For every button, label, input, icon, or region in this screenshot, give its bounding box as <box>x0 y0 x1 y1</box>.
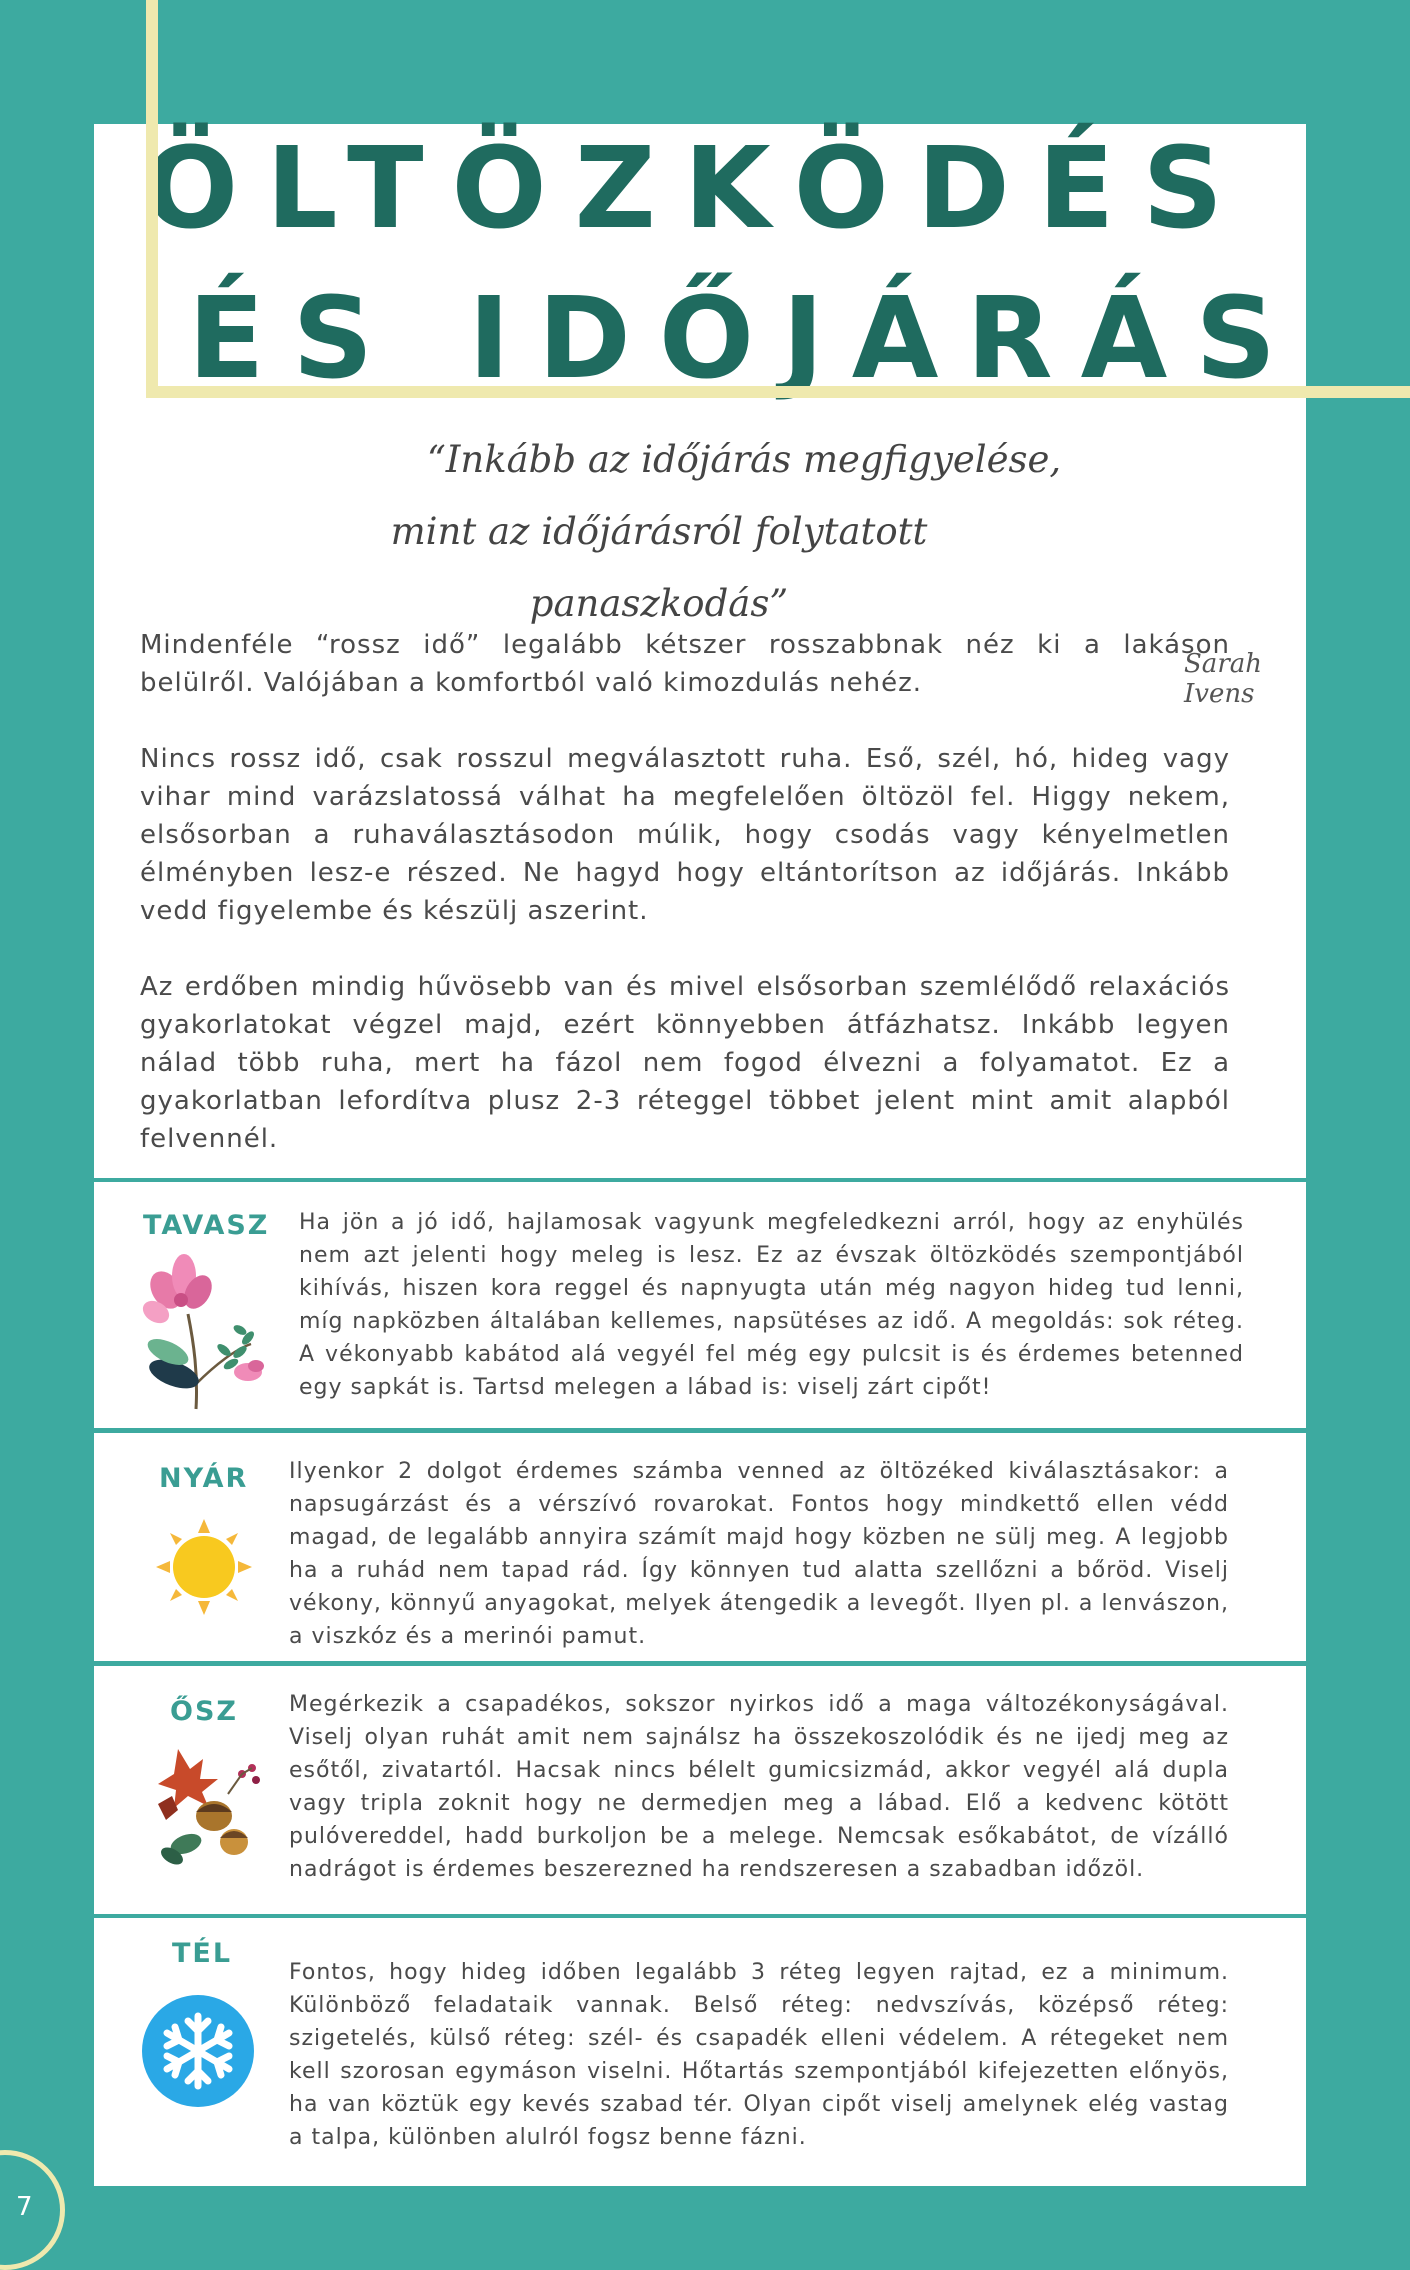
season-autumn-text: Megérkezik a csapadékos, sokszor nyirkos idő a maga változékonyságával. Viselj olyan ruhát amit nem sajnálsz ha összekoszolódik és ne ijedj meg az esőtől, zivatartól. Hacsak nincs bélelt gumicsizmád, akkor vegyél alá dupla vagy tripla zoknit hogy ne dermedjen meg a lábad. Elő a kedvenc kötött pulóvereddel, hadd burkoljon be a melege. Nemcsak esőkabátot, de vízálló nadrágot is érdemes beszerezned ha rendszeresen a szabadban időzöl. <box>289 1692 1229 1882</box>
page-title-line1: ÖLTÖZKÖDÉS <box>143 124 1251 254</box>
season-spring-text: Ha jön a jó idő, hajlamosak vagyunk megfeledkezni arról, hogy az enyhülés nem azt jelenti hogy meleg is lesz. Ez az évszak öltözködés szempontjából kihívás, hiszen kora reggel és napnyugta után még nagyon hideg tud lenni, míg napközben általában kellemes, napsütéses az idő. A megoldás: sok réteg. A vékonyabb kabátod alá vegyél fel még egy pulcsit is és érdemes betenned egy sapkát is. Tartsd melegen a lábad is: viselj zárt cipőt! <box>299 1210 1244 1400</box>
season-winter-text: Fontos, hogy hideg időben legalább 3 réteg legyen rajtad, ez a minimum. Különböző feladataik vannak. Belső réteg: nedvszívás, középső réteg: szigetelés, külső réteg: szél- és csapadék elleni védelem. A rétegeket nem kell szorosan egymáson viselni. Hőtartás szempontjából kifejezetten előnyös, ha van köztük egy kevés szabad tér. Olyan cipőt viselj amelynek elég vastag a talpa, különben alulról fogsz benne fázni. <box>289 1960 1229 2150</box>
season-winter-card <box>94 1918 1306 2186</box>
page-title-line2: ÉS IDŐJÁRÁS <box>188 274 1304 404</box>
quote-line1: “Inkább az időjárás megfigyelése, <box>426 438 1062 481</box>
season-summer-card <box>94 1433 1306 1661</box>
quote-author: Sarah Ivens <box>1184 649 1262 709</box>
snowflake-icon <box>141 1994 255 2108</box>
sun-icon <box>154 1517 254 1617</box>
season-autumn-card <box>94 1666 1306 1914</box>
quote-line2: mint az időjárásról folytatott panaszkodás” <box>390 510 928 625</box>
intro-paragraph-1: Mindenféle “rossz idő” legalább kétszer rosszabbnak néz ki a lakáson belülről. Valójában a komfortból való kimozdulás nehéz. <box>140 630 1230 698</box>
season-summer-text: Ilyenkor 2 dolgot érdemes számba venned az öltözéked kiválasztásakor: a napsugárzást és a vérszívó rovarokat. Fontos hogy mindkettő ellen védd magad, de legalább annyira számít majd hogy közben ne sülj meg. A legjobb ha a ruhád nem tapad rád. Így könnyen tud alatta szellőzni a bőröd. Viselj vékony, könnyű anyagokat, melyek átengedik a levegőt. Ilyen pl. a lenvászon, a viszkóz és a merinói pamut. <box>289 1459 1229 1649</box>
season-summer-name: NYÁR <box>159 1463 249 1494</box>
autumn-leaves-icon <box>138 1734 268 1874</box>
season-spring-name: TAVASZ <box>143 1210 270 1241</box>
season-autumn-name: ŐSZ <box>170 1696 238 1727</box>
decorative-frame <box>146 0 1410 398</box>
intro-text <box>140 626 1230 1196</box>
flower-icon <box>136 1254 266 1412</box>
quote <box>294 424 1194 640</box>
season-winter-name: TÉL <box>172 1938 233 1969</box>
season-spring-card <box>94 1182 1306 1428</box>
intro-paragraph-3: Az erdőben mindig hűvösebb van és mivel elsősorban szemlélődő relaxációs gyakorlatokat végzel majd, ezért könnyebben átfázhatsz. Inkább legyen nálad több ruha, mert ha fázol nem fogod élvezni a folyamatot. Ez a gyakorlatban lefordítva plusz 2-3 réteggel többet jelent mint amit alapból felvennél. <box>140 972 1230 1154</box>
intro-paragraph-2: Nincs rossz idő, csak rosszul megválasztott ruha. Eső, szél, hó, hideg vagy vihar mind varázslatossá válhat ha megfelelően öltözöl fel. Higgy nekem, elsősorban a ruhaválasztásodon múlik, hogy csodás vagy kényelmetlen élményben lesz-e részed. Ne hagyd hogy eltántorítson az időjárás. Inkább vedd figyelembe és készülj aszerint. <box>140 744 1230 926</box>
page-number: 7 <box>16 2192 33 2222</box>
